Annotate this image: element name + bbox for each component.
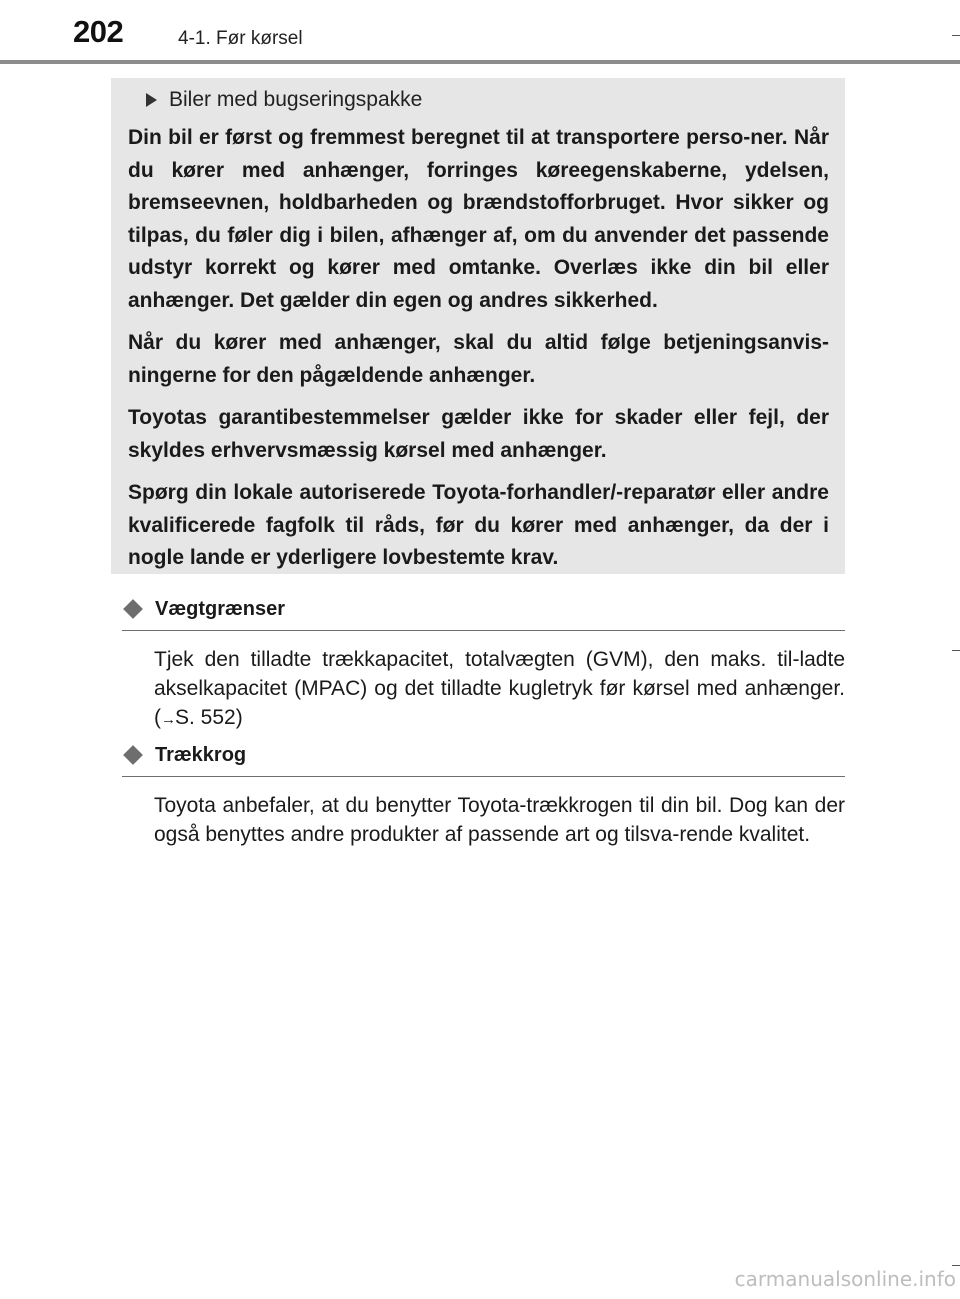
crop-mark [952, 1265, 960, 1266]
section-weight-limits [122, 594, 845, 734]
section-heading-text: Trækkrog [155, 743, 247, 766]
section-tow-hitch [122, 740, 845, 849]
chapter-title: 4-1. Før kørsel [178, 28, 303, 49]
triangle-bullet-icon [146, 93, 157, 107]
section-body [154, 645, 845, 734]
section-heading [122, 740, 845, 770]
notice-box [111, 78, 845, 574]
section-rule [122, 776, 845, 777]
diamond-bullet-icon [123, 599, 143, 619]
page-number: 202 [73, 14, 124, 49]
notice-heading [146, 84, 829, 116]
notice-paragraph: Når du kører med anhænger, skal du altid følge betjeningsanvis-ningerne for den pågældende anhænger. [128, 331, 829, 387]
page-header [0, 0, 960, 64]
page-reference-link[interactable]: S. 552) [175, 706, 243, 729]
section-heading-text: Vægtgrænser [155, 597, 286, 620]
notice-heading-text: Biler med bugseringspakke [169, 88, 423, 111]
notice-paragraph: Spørg din lokale autoriserede Toyota-forhandler/-reparatør eller andre kvalificerede fagfolk til råds, før du kører med anhænger, da der i nogle lande er yderligere lovbestemte krav. [128, 481, 829, 569]
notice-paragraph: Din bil er først og fremmest beregnet til at transportere perso-ner. Når du kører med anhænger, forringes køreegenskaberne, ydelsen, bremseevnen, holdbarheden og brændstofforbruget. Hvor sikker og tilpas, du føler dig i bilen, afhænger af, om du anvender det passende udstyr korrekt og kører med omtanke. Overlæs ikke din bil eller anhænger. Det gælder din egen og andres sikkerhed. [128, 126, 829, 312]
crop-mark [952, 650, 960, 651]
section-body-text: Tjek den tilladte trækkapacitet, totalvægten (GVM), den maks. til-ladte akselkapacitet (MPAC) og det tilladte kugletryk før kørsel med anhænger. ( [154, 648, 845, 729]
watermark: carmanualsonline.info [734, 1267, 956, 1291]
section-rule [122, 630, 845, 631]
diamond-bullet-icon [123, 745, 143, 765]
section-body: Toyota anbefaler, at du benytter Toyota-trækkrogen til din bil. Dog kan der også benyttes andre produkter af passende art og tilsva-rende kvalitet. [154, 794, 845, 846]
section-heading [122, 594, 845, 624]
crop-mark [952, 35, 960, 36]
reference-arrow-icon: → [161, 711, 175, 728]
notice-paragraph: Toyotas garantibestemmelser gælder ikke for skader eller fejl, der skyldes erhvervsmæssig kørsel med anhænger. [128, 406, 829, 462]
header-rule [0, 60, 960, 64]
